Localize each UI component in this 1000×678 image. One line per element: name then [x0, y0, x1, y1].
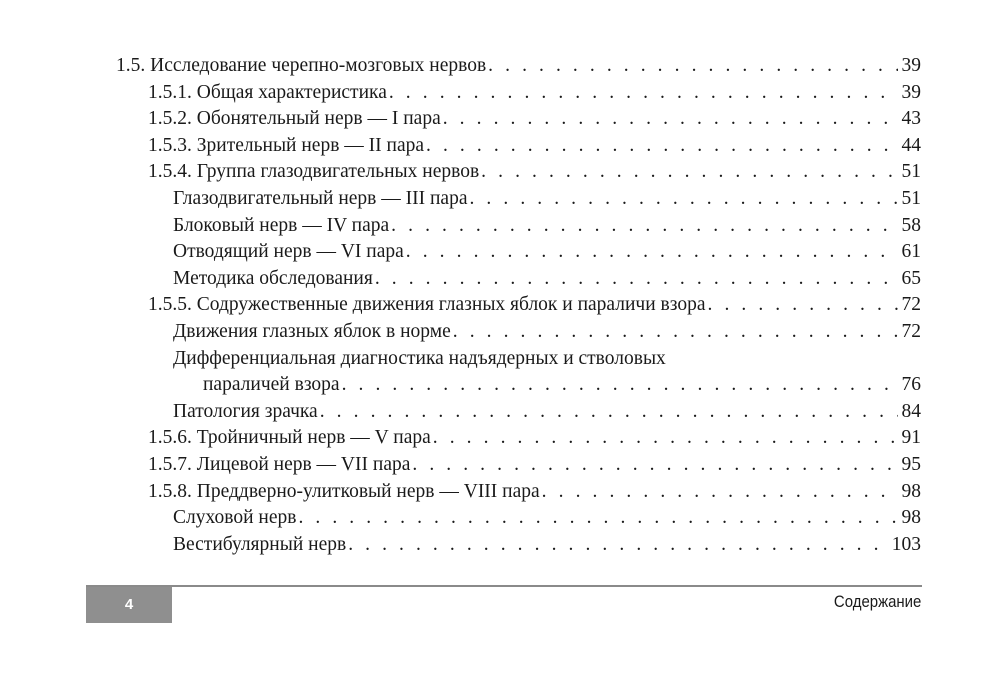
- toc-entry-1-5-5[interactable]: [116, 292, 921, 319]
- toc-entry-oculomotor[interactable]: [116, 186, 921, 213]
- dot-leader: [433, 425, 898, 452]
- toc-page-number: 72: [901, 320, 921, 342]
- toc-entry-title: Вестибулярный нерв: [173, 533, 347, 555]
- toc-page-number: 44: [901, 134, 921, 156]
- toc-entry-1-5-6[interactable]: [116, 425, 921, 452]
- dot-leader: [412, 452, 897, 479]
- toc-entry-title-continued: параличей взора: [203, 374, 340, 396]
- toc-entry-1-5-8[interactable]: [116, 479, 921, 506]
- toc-entry-differential-diagnosis[interactable]: [116, 346, 921, 399]
- toc-page-number: 72: [901, 294, 921, 316]
- dot-leader: [342, 372, 898, 399]
- dot-leader: [375, 266, 898, 293]
- toc-entry-examination-method[interactable]: [116, 266, 921, 293]
- dot-leader: [426, 133, 897, 160]
- dot-leader: [481, 159, 897, 186]
- toc-page-number: 39: [901, 81, 921, 103]
- toc-page-number: 58: [901, 214, 921, 236]
- toc-entry-title: Блоковый нерв — IV пара: [173, 214, 390, 236]
- toc-entry-title: 1.5.2. Обонятельный нерв — I пара: [148, 108, 441, 130]
- toc-page-number: 51: [901, 187, 921, 209]
- toc-entry-title: 1.5.4. Группа глазодвигательных нервов: [148, 161, 480, 183]
- toc-entry-1-5-7[interactable]: [116, 452, 921, 479]
- toc-entry-1-5[interactable]: [116, 53, 921, 80]
- toc-page-number: 39: [901, 55, 921, 76]
- toc-entry-title: Отводящий нерв — VI пара: [173, 241, 404, 263]
- toc-entry-title: Патология зрачка: [173, 400, 318, 422]
- toc-entry-auditory-nerve[interactable]: [116, 505, 921, 532]
- toc-page-number: 65: [901, 267, 921, 289]
- dot-leader: [389, 80, 898, 107]
- footer-section-title: Содержание: [833, 592, 921, 611]
- toc-entry-1-5-3[interactable]: [116, 133, 921, 160]
- toc-entry-title: 1.5.3. Зрительный нерв — II пара: [148, 134, 425, 156]
- toc-entry-vestibular-nerve[interactable]: [116, 532, 921, 559]
- toc-entry-title: 1.5. Исследование черепно-мозговых нервов: [116, 55, 487, 76]
- toc-page-number: 91: [901, 427, 921, 449]
- toc-entry-title: 1.5.7. Лицевой нерв — VII пара: [148, 453, 411, 475]
- toc-entry-title: 1.5.8. Преддверно-улитковый нерв — VIII пара: [148, 480, 540, 502]
- toc-page-number: 76: [901, 374, 921, 396]
- toc-entry-title: Движения глазных яблок в норме: [173, 320, 451, 342]
- dot-leader: [708, 292, 898, 319]
- toc-entry-pupil-pathology[interactable]: [116, 399, 921, 426]
- toc-page-number: 51: [901, 161, 921, 183]
- dot-leader: [320, 399, 898, 426]
- dot-leader: [406, 239, 898, 266]
- toc-entry-title: Глазодвигательный нерв — III пара: [173, 187, 468, 209]
- toc-entry-title: 1.5.6. Тройничный нерв — V пара: [148, 427, 431, 449]
- toc-page-number: 95: [901, 453, 921, 475]
- toc-entry-1-5-4[interactable]: [116, 159, 921, 186]
- toc-entry-title: Методика обследования: [173, 267, 373, 289]
- dot-leader: [488, 53, 897, 80]
- toc-entry-1-5-1[interactable]: [116, 80, 921, 107]
- toc-entry-1-5-2[interactable]: [116, 106, 921, 133]
- toc-page-number: 43: [901, 108, 921, 130]
- dot-leader: [453, 319, 898, 346]
- toc-page-number: 103: [891, 533, 921, 555]
- toc-entry-title: Дифференциальная диагностика надъядерных и стволовых: [173, 347, 666, 369]
- dot-leader: [469, 186, 897, 213]
- dot-leader: [348, 532, 888, 559]
- dot-leader: [298, 505, 897, 532]
- toc-page-number: 84: [901, 400, 921, 422]
- table-of-contents: [116, 53, 921, 558]
- dot-leader: [542, 479, 898, 506]
- toc-entry-abducens[interactable]: [116, 239, 921, 266]
- dot-leader: [391, 213, 897, 240]
- toc-page-number: 61: [901, 241, 921, 263]
- toc-entry-title: Слуховой нерв: [173, 507, 297, 529]
- toc-entry-title: 1.5.1. Общая характеристика: [148, 81, 387, 103]
- toc-entry-trochlear[interactable]: [116, 213, 921, 240]
- toc-entry-normal-eye-movements[interactable]: [116, 319, 921, 346]
- toc-page-number: 98: [901, 507, 921, 529]
- dot-leader: [443, 106, 898, 133]
- toc-page-number: 98: [901, 480, 921, 502]
- footer-page-number: 4: [86, 587, 172, 623]
- footer-divider: [86, 585, 922, 587]
- toc-entry-title: 1.5.5. Содружественные движения глазных яблок и параличи взора: [148, 294, 706, 316]
